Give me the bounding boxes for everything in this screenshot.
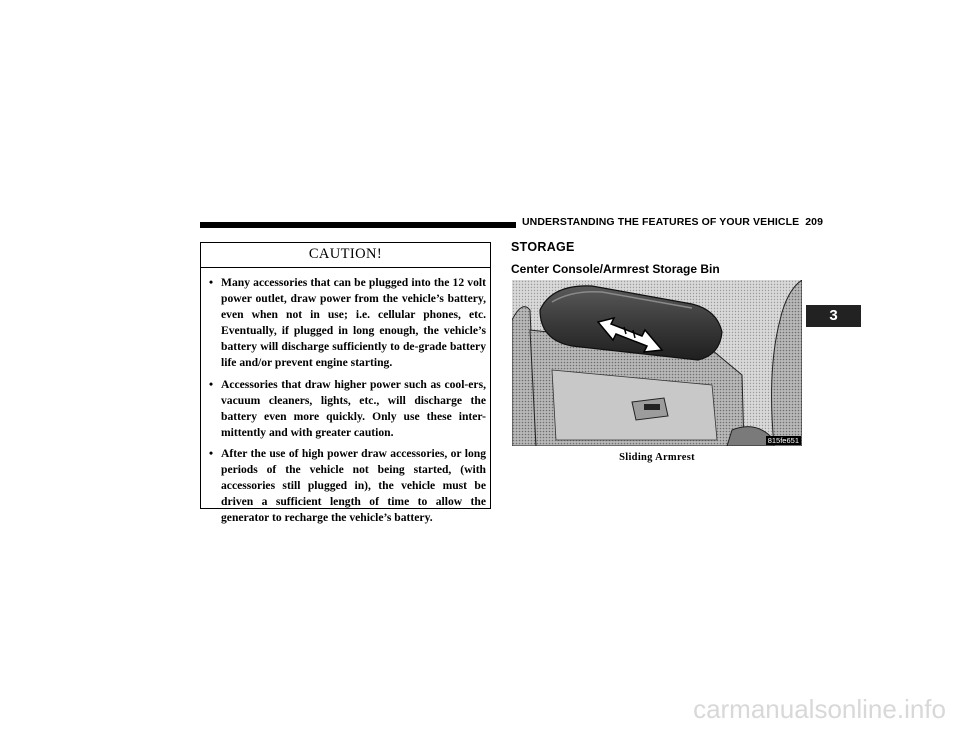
caution-item-text: Many accessories that can be plugged into the 12 volt power outlet, draw power from the vehicle’s battery, even when not in use; i.e. cellular phones, etc. Eventually, if plugged in long enough, the vehicle’s battery will discharge sufficiently to de-grade battery life and/or prevent engine starting.: [221, 276, 486, 370]
section-heading: STORAGE: [511, 240, 575, 254]
figure-caption: Sliding Armrest: [619, 452, 695, 463]
caution-item: [209, 377, 486, 441]
watermark: carmanualsonline.info: [693, 694, 946, 724]
page-number: 209: [805, 216, 824, 228]
sub-heading: Center Console/Armrest Storage Bin: [511, 262, 720, 276]
chapter-tab: 3: [806, 305, 861, 327]
caution-item-text: Accessories that draw higher power such as cool-ers, vacuum cleaners, lights, etc., will discharge the battery even more quickly. Only use these inter-mittently and with greater caution.: [221, 377, 486, 439]
header-title: UNDERSTANDING THE FEATURES OF YOUR VEHICLE: [522, 216, 800, 228]
bullet-icon: •: [209, 276, 214, 289]
caution-item: [209, 446, 486, 526]
caution-item-text: After the use of high power draw accessories, or long periods of the vehicle not being started, (with accessories still plugged in), the vehicle must be driven a sufficient length of time to allow the generator to recharge the vehicle’s battery.: [221, 446, 486, 525]
caution-box: [200, 242, 491, 525]
sliding-armrest-figure: [512, 280, 802, 446]
bullet-icon: •: [209, 446, 214, 460]
caution-title: CAUTION!: [201, 243, 490, 268]
figure-id-label: 815fe651: [767, 436, 799, 445]
header-rule: [200, 222, 516, 228]
caution-list: [201, 268, 490, 526]
caution-item: [209, 275, 486, 372]
armrest-illustration: [512, 280, 802, 446]
bullet-icon: •: [209, 377, 214, 391]
running-header: [522, 216, 823, 228]
